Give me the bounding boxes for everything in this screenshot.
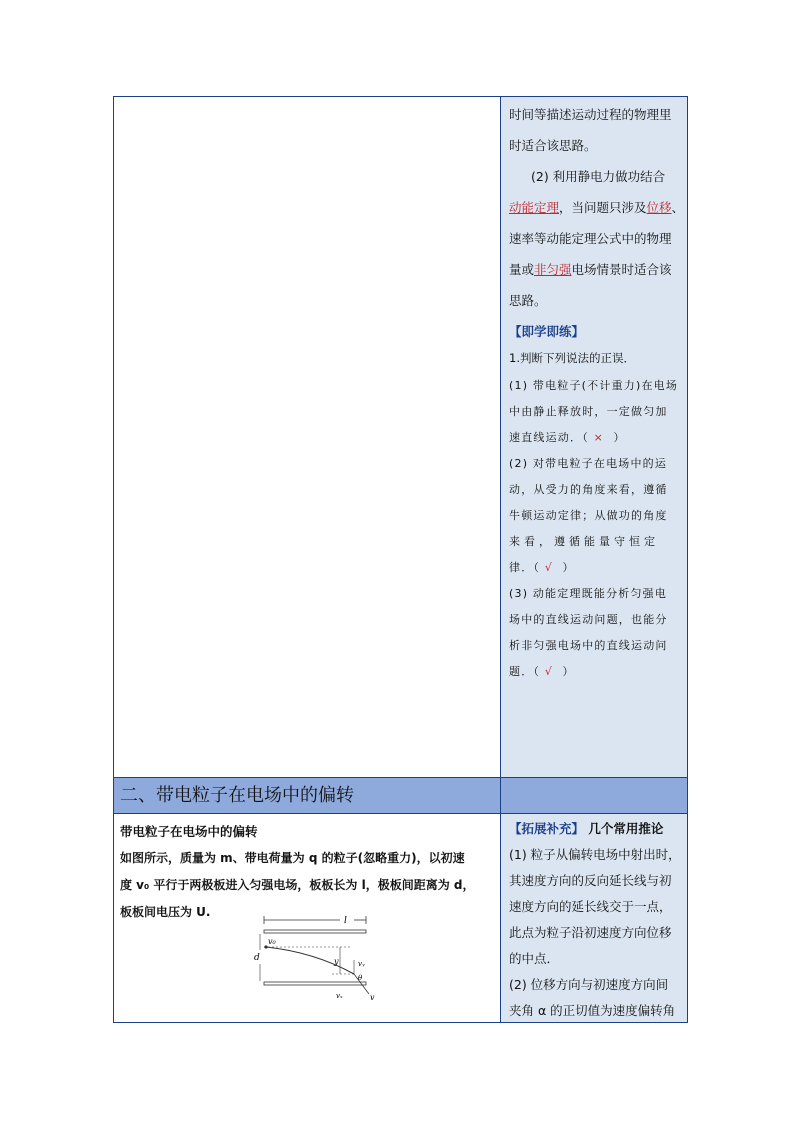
extension-header-line: 【拓展补充】 几个常用推论	[509, 821, 664, 836]
extension-line: 其速度方向的反向延长线与初	[509, 873, 672, 888]
label-theta: θ	[358, 974, 363, 982]
extension-line: (1) 粒子从偏转电场中射出时，	[509, 847, 681, 862]
label-y: y	[334, 957, 339, 966]
q2-line: 动，从受力的角度来看，遵循	[509, 483, 668, 496]
side-notes-top	[509, 99, 685, 685]
bottom-plate	[264, 982, 366, 985]
extension-line: (2) 位移方向与初速度方向间	[509, 977, 669, 992]
side-notes-bottom	[509, 816, 681, 1024]
side-column-bottom	[500, 814, 687, 1022]
note-line: 思路。	[509, 293, 547, 308]
intro-line: 板板间电压为 U.	[120, 905, 211, 919]
lesson-table	[113, 96, 688, 1023]
q3-line: 场中的直线运动问题，也能分	[509, 613, 668, 626]
label-vx: vₓ	[336, 992, 343, 1000]
trajectory	[266, 947, 354, 974]
note-line: 量或非匀强电场情景时适合该	[509, 262, 672, 277]
section-title: 二、带电粒子在电场中的偏转	[120, 785, 354, 806]
extension-line: 速度方向的延长线交于一点，	[509, 899, 672, 914]
deflection-intro	[120, 818, 496, 926]
keyword-underline: 位移	[646, 200, 672, 215]
check-mark-icon: √	[544, 561, 554, 574]
q2-line: (2) 对带电粒子在电场中的运	[509, 457, 668, 470]
note-line: 动能定理，当问题只涉及位移、	[509, 200, 685, 215]
label-d: d	[254, 953, 260, 963]
extension-line: 此点为粒子沿初速度方向位移	[509, 925, 672, 940]
q3-line: (3) 动能定理既能分析匀强电	[509, 587, 668, 600]
q3-line: 析非匀强电场中的直线运动问	[509, 639, 668, 652]
section-header-side	[500, 778, 687, 813]
deflection-diagram	[254, 914, 384, 1004]
q1-line: 中由静止释放时，一定做匀加	[509, 405, 668, 418]
keyword-underline: 动能定理	[509, 200, 560, 215]
q2-line: 律．（ √ ）	[509, 561, 575, 574]
label-vy: vᵧ	[358, 960, 365, 968]
label-v: v	[370, 993, 375, 1002]
q2-line: 来看，遵循能量守恒定	[509, 535, 659, 548]
note-line: 速率等动能定理公式中的物理	[509, 231, 672, 246]
particle	[264, 945, 267, 948]
extension-line: 的中点．	[509, 951, 560, 966]
q1-line: 速直线运动．（ × ）	[509, 431, 626, 444]
note-line: 时适合该思路。	[509, 138, 597, 153]
section-header	[114, 777, 687, 814]
top-plate	[264, 930, 366, 933]
check-mark-icon: √	[544, 665, 554, 678]
extension-line: 夹角 α 的正切值为速度偏转角	[509, 1003, 676, 1018]
keyword-underline: 非匀强	[534, 262, 572, 277]
extension-header: 【拓展补充】	[509, 821, 585, 836]
side-column-top	[500, 97, 687, 777]
q2-line: 牛顿运动定律；从做功的角度	[509, 509, 668, 522]
wrong-mark-icon: ×	[593, 431, 605, 444]
topic-title: 带电粒子在电场中的偏转	[120, 824, 258, 839]
practice-header: 【即学即练】	[509, 324, 585, 339]
question-intro: 1.判断下列说法的正误．	[509, 351, 635, 365]
intro-line: 度 v₀ 平行于两极板进入匀强电场，板板长为 l，极板间距离为 d，	[120, 878, 475, 892]
intro-line: 如图所示，质量为 m、带电荷量为 q 的粒子(忽略重力)，以初速	[120, 851, 465, 865]
note-line: 时间等描述运动过程的物理里	[509, 107, 672, 122]
main-column-top	[114, 97, 500, 777]
q1-line: (1) 带电粒子(不计重力)在电场	[509, 379, 679, 392]
main-column-bottom	[114, 814, 500, 1022]
label-l: l	[344, 916, 347, 926]
note-line: (2) 利用静电力做功结合	[531, 169, 666, 184]
q3-line: 题．（ √ ）	[509, 665, 575, 678]
label-v0: v₀	[268, 937, 276, 946]
